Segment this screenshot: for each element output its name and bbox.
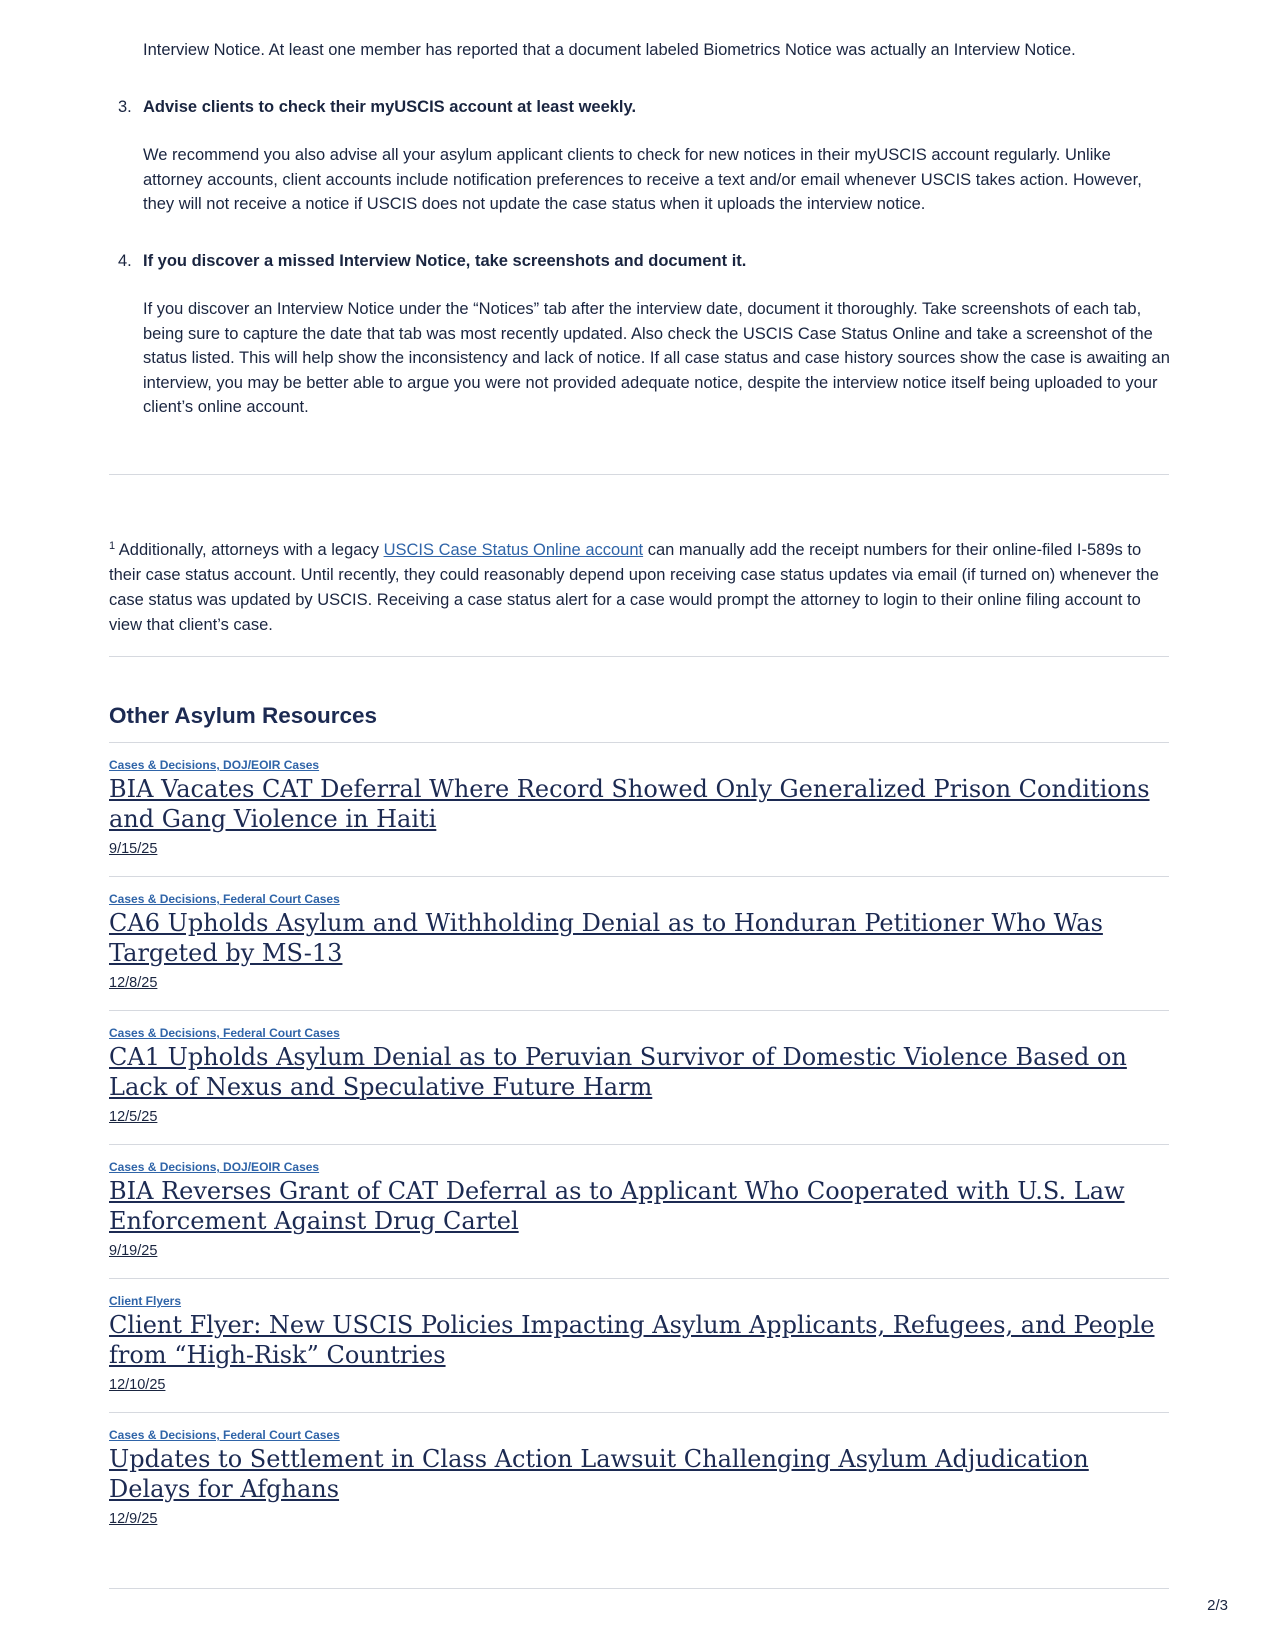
resource-item bbox=[109, 1159, 1169, 1260]
divider bbox=[109, 1144, 1169, 1145]
resource-title-link[interactable]: BIA Vacates CAT Deferral Where Record Showed Only Generalized Prison Conditions and Gang Violence in Haiti bbox=[109, 775, 1150, 833]
intro-line: Interview Notice. At least one member has reported that a document labeled Biometrics Notice was actually an Interview Notice. bbox=[143, 41, 1076, 59]
list-heading: If you discover a missed Interview Notice, take screenshots and document it. bbox=[143, 252, 747, 270]
resource-item bbox=[109, 1293, 1169, 1394]
divider bbox=[109, 1278, 1169, 1279]
list-body: If you discover an Interview Notice under the “Notices” tab after the interview date, document it thoroughly. Take screenshots of each tab, being sure to capture the date that tab was most recently updated. Also check the USCIS Case Status Online and take a screenshot of the status listed. This will help show the inconsistency and lack of notice. If all case status and case history sources show the case is awaiting an interview, you may be better able to argue you were not provided adequate notice, despite the interview notice itself being uploaded to your client’s online account. bbox=[143, 300, 1170, 416]
resource-item bbox=[109, 891, 1169, 992]
footnote-text-before: Additionally, attorneys with a legacy bbox=[115, 541, 384, 559]
resource-item bbox=[109, 1427, 1169, 1528]
divider bbox=[109, 876, 1169, 877]
footnote-text-after: can manually add the receipt numbers for their online-filed I-589s to their case status account. Until recently, they could reasonably depend upon receiving case status updates via email (if turned on) whenever the case status was updated by USCIS. Receiving a case status alert for a case would prompt the attorney to login to their online filing account to view that client’s case. bbox=[109, 541, 1159, 634]
resource-category-link[interactable]: Cases & Decisions, DOJ/EOIR Cases bbox=[109, 758, 320, 772]
resource-title-link[interactable]: Updates to Settlement in Class Action Lawsuit Challenging Asylum Adjudication Delays for Afghans bbox=[109, 1445, 1089, 1503]
resource-date-link[interactable]: 12/9/25 bbox=[109, 1511, 158, 1527]
resource-title-link[interactable]: BIA Reverses Grant of CAT Deferral as to Applicant Who Cooperated with U.S. Law Enforcement Against Drug Cartel bbox=[109, 1177, 1125, 1235]
resource-category-link[interactable]: Client Flyers bbox=[109, 1294, 182, 1308]
resource-category-link[interactable]: Cases & Decisions, DOJ/EOIR Cases bbox=[109, 1160, 320, 1174]
resource-date-link[interactable]: 12/5/25 bbox=[109, 1109, 158, 1125]
divider bbox=[109, 1010, 1169, 1011]
uscis-case-status-link[interactable]: USCIS Case Status Online account bbox=[383, 541, 644, 559]
resource-date-link[interactable]: 12/10/25 bbox=[109, 1377, 166, 1393]
list-heading: Advise clients to check their myUSCIS account at least weekly. bbox=[143, 98, 637, 116]
resource-title-link[interactable]: CA1 Upholds Asylum Denial as to Peruvian Survivor of Domestic Violence Based on Lack of Nexus and Speculative Future Harm bbox=[109, 1043, 1127, 1101]
divider bbox=[109, 742, 1169, 743]
resource-title-link[interactable]: CA6 Upholds Asylum and Withholding Denial as to Honduran Petitioner Who Was Targeted by MS-13 bbox=[109, 909, 1103, 967]
footnote bbox=[109, 538, 1169, 638]
divider bbox=[109, 656, 1169, 657]
resource-date-link[interactable]: 9/15/25 bbox=[109, 841, 158, 857]
list-number: 4. bbox=[118, 252, 132, 270]
resource-category-link[interactable]: Cases & Decisions, Federal Court Cases bbox=[109, 1428, 340, 1442]
resource-date-link[interactable]: 12/8/25 bbox=[109, 975, 158, 991]
divider bbox=[109, 474, 1169, 475]
resource-date-link[interactable]: 9/19/25 bbox=[109, 1243, 158, 1259]
resource-item bbox=[109, 757, 1169, 858]
resource-title-link[interactable]: Client Flyer: New USCIS Policies Impacting Asylum Applicants, Refugees, and People from “High-Risk” Countries bbox=[109, 1311, 1155, 1369]
page-number: 2/3 bbox=[1207, 1597, 1228, 1614]
list-body: We recommend you also advise all your asylum applicant clients to check for new notices in their myUSCIS account regularly. Unlike attorney accounts, client accounts include notification preferences to receive a text and/or email whenever USCIS takes action. However, they will not receive a notice if USCIS does not update the case status when it uploads the interview notice. bbox=[143, 146, 1142, 213]
divider bbox=[109, 1588, 1169, 1589]
resources-title: Other Asylum Resources bbox=[109, 703, 378, 728]
resource-item bbox=[109, 1025, 1169, 1126]
footnote-marker: 1 bbox=[109, 540, 116, 552]
list-number: 3. bbox=[118, 98, 132, 116]
resource-category-link[interactable]: Cases & Decisions, Federal Court Cases bbox=[109, 1026, 340, 1040]
divider bbox=[109, 1412, 1169, 1413]
resource-category-link[interactable]: Cases & Decisions, Federal Court Cases bbox=[109, 892, 340, 906]
